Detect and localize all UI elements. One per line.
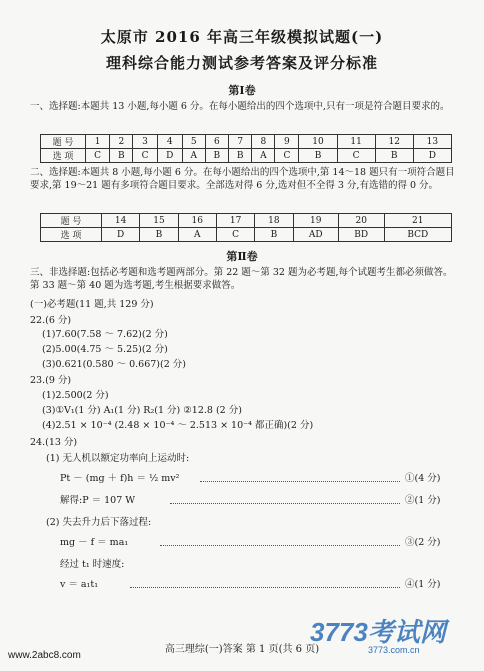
question-number-cell: 18 [255, 214, 293, 228]
answer-option-cell: C [216, 228, 254, 242]
dotted-leader [130, 587, 400, 588]
question-number-cell: 7 [229, 135, 252, 149]
q24-part-1: (1) 无人机以额定功率向上运动时: [46, 453, 190, 464]
exam-title: 太原市 2016 年高三年级模拟试题(一) [100, 28, 384, 46]
question-number-cell: 2 [110, 135, 133, 149]
question-number-cell: 9 [275, 135, 299, 149]
dotted-leader [160, 545, 400, 546]
question-number-cell: 3 [133, 135, 157, 149]
q22-heading: 22.(6 分) [30, 315, 72, 326]
q24-equation-3: v ＝ a₁t₁ [60, 579, 99, 590]
answer-option-cell: B [205, 149, 228, 163]
dotted-leader [170, 503, 400, 504]
watermark-url: 3773.com.cn [368, 645, 420, 655]
q24-equation-1: Pt － (mg ＋ f)h ＝ ½ mv² [60, 473, 180, 484]
answer-option-cell: B [299, 149, 337, 163]
question-number-cell: 14 [102, 214, 140, 228]
answer-option-cell: A [182, 149, 205, 163]
q24-part-2: (2) 失去升力后下落过程: [46, 517, 152, 528]
answer-option-cell: C [133, 149, 157, 163]
question-number-cell: 16 [178, 214, 216, 228]
answer-option-cell: D [102, 228, 140, 242]
question-number-cell: 1 [86, 135, 110, 149]
section-1-intro: 一、选择题:本题共 13 小题,每小题 6 分。在每小题给出的四个选项中,只有一项是符合题目要求的。 [30, 101, 450, 112]
question-number-cell: 5 [182, 135, 205, 149]
question-number-cell: 4 [157, 135, 182, 149]
q24-eq2-score: ③(2 分) [405, 537, 441, 548]
answer-option-cell: B [140, 228, 178, 242]
section-3-intro: 三、非选择题:包括必考题和选考题两部分。第 22 题～第 32 题为必考题,每个试题考生都必须做答。第 33 题～第 40 题为选考题,考生根据要求做答。 [30, 267, 453, 291]
answer-option-cell: A [252, 149, 275, 163]
question-number-cell: 15 [140, 214, 178, 228]
question-number-cell: 12 [375, 135, 413, 149]
question-number-cell: 13 [413, 135, 451, 149]
question-number-cell: 8 [252, 135, 275, 149]
answer-table-1 [40, 134, 452, 163]
required-heading: (一)必考题(11 题,共 129 分) [30, 299, 154, 310]
q24-eq1-score: ①(4 分) [405, 473, 441, 484]
q24-heading: 24.(13 分) [30, 437, 78, 448]
answer-option-cell: B [110, 149, 133, 163]
q24-sol-score: ②(1 分) [405, 495, 441, 506]
answer-option-cell: B [229, 149, 252, 163]
volume-2-heading: 第Ⅱ卷 [226, 250, 258, 263]
answer-option-cell: C [275, 149, 299, 163]
answer-table-2 [40, 213, 452, 242]
section-2-intro: 二、选择题:本题共 8 小题,每小题 6 分。在每小题给出的四个选项中,第 14～18 题只有一项符合题目要求,第 19～21 题有多项符合题目要求。全部选对得 6 分,选对但不全得 3 分,有选错的得 0 分。 [30, 167, 455, 191]
q22-line-1: (1)7.60(7.58 ～ 7.62)(2 分) [42, 329, 168, 340]
q24-equation-2: mg － f ＝ ma₁ [60, 537, 129, 548]
q23-line-1: (1)2.500(2 分) [42, 390, 109, 401]
table-1-row-label: 选 项 [41, 149, 86, 163]
question-number-cell: 11 [337, 135, 375, 149]
question-number-cell: 17 [216, 214, 254, 228]
answer-option-cell: C [337, 149, 375, 163]
answer-option-cell: BD [338, 228, 384, 242]
q24-eq3-score: ④(1 分) [405, 579, 441, 590]
answer-option-cell: B [255, 228, 293, 242]
table-1-header-label: 题 号 [41, 135, 86, 149]
question-number-cell: 21 [384, 214, 451, 228]
answer-option-cell: B [375, 149, 413, 163]
answer-option-cell: C [86, 149, 110, 163]
volume-1-heading: 第Ⅰ卷 [228, 84, 256, 97]
q23-heading: 23.(9 分) [30, 375, 72, 386]
answer-option-cell: A [178, 228, 216, 242]
answer-option-cell: D [157, 149, 182, 163]
question-number-cell: 19 [293, 214, 338, 228]
answer-option-cell: D [413, 149, 451, 163]
question-number-cell: 6 [205, 135, 228, 149]
answer-option-cell: AD [293, 228, 338, 242]
watermark-logo: 3773考试网 [310, 617, 446, 647]
question-number-cell: 10 [299, 135, 337, 149]
answer-option-cell: BCD [384, 228, 451, 242]
question-number-cell: 20 [338, 214, 384, 228]
dotted-leader [200, 481, 400, 482]
exam-subtitle: 理科综合能力测试参考答案及评分标准 [105, 54, 378, 72]
q23-line-3: (4)2.51 × 10⁻⁴ (2.48 × 10⁻⁴ ～ 2.513 × 10⁻⁴ 都正确)(2 分) [42, 420, 314, 431]
q24-solution: 解得:P ＝ 107 W [60, 495, 136, 506]
source-site-text: www.2abc8.com [8, 650, 81, 661]
q22-line-2: (2)5.00(4.75 ～ 5.25)(2 分) [42, 344, 168, 355]
q22-line-3: (3)0.621(0.580 ～ 0.667)(2 分) [42, 359, 186, 370]
q24-line-3: 经过 t₁ 时速度: [60, 559, 125, 570]
q23-line-2: (3)①V₁(1 分) A₁(1 分) R₂(1 分) ②12.8 (2 分) [42, 405, 242, 416]
page-footer: 高三理综(一)答案 第 1 页(共 6 页) [164, 644, 320, 655]
table-2-row-label: 选 项 [41, 228, 102, 242]
table-2-header-label: 题 号 [41, 214, 102, 228]
